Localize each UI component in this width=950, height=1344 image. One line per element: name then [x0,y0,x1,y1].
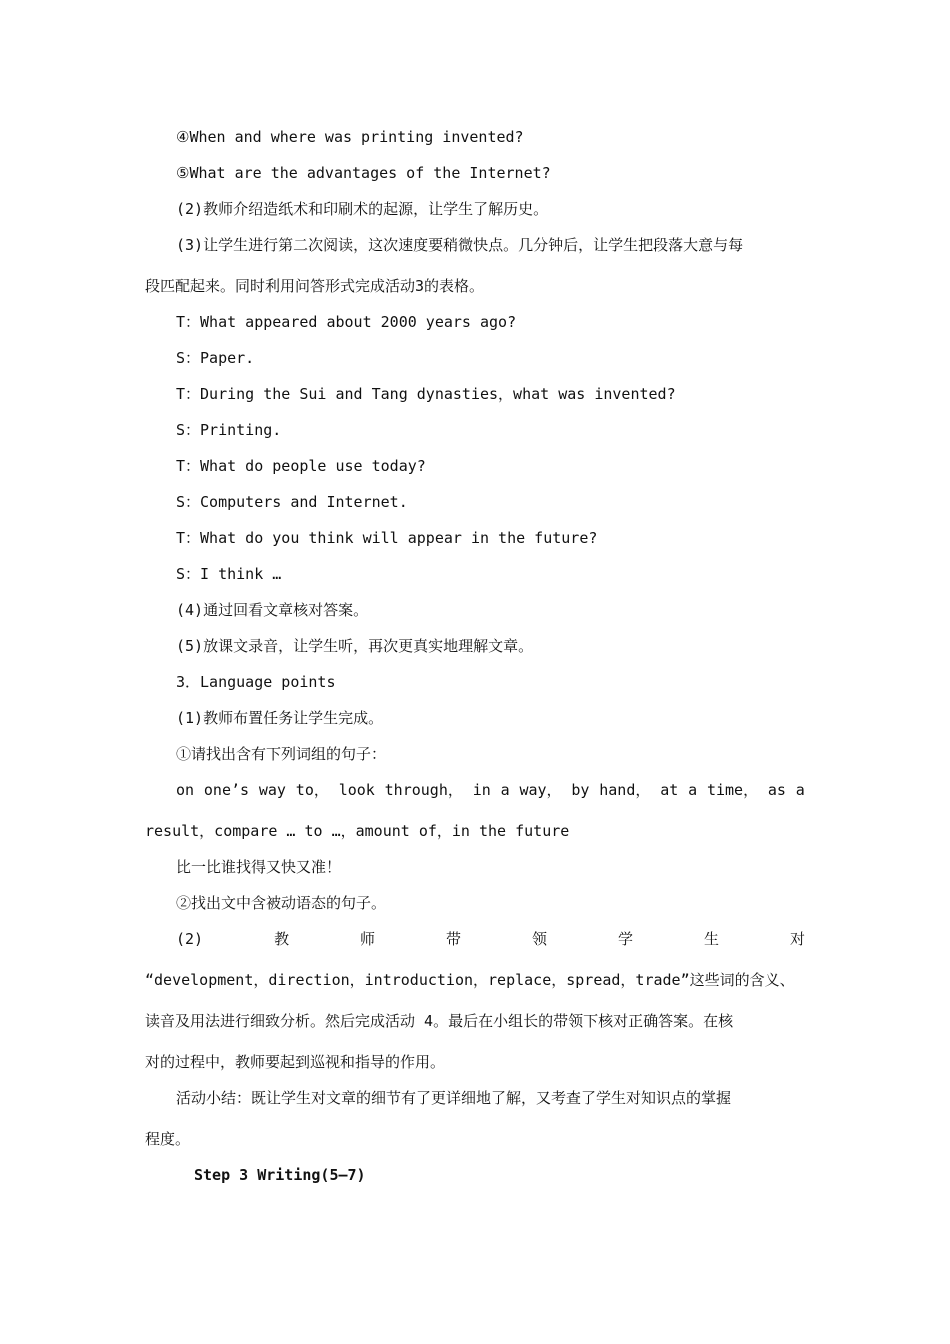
spread-char: 带 [446,930,462,948]
summary-line1: 活动小结：既让学生对文章的细节有了更详细地了解，又考查了学生对知识点的掌握 [176,1089,732,1107]
phrase-word: on [176,781,195,799]
spread-char: 领 [532,930,548,948]
task-1: ①请找出含有下列词组的句子： [176,745,387,763]
question-5: ⑤What are the advantages of the Internet? [176,164,551,182]
phrase-list-line2: result，compare … to …，amount of，in the future [145,822,570,840]
phrase-word: a [795,781,805,799]
challenge-line: 比一比谁找得又快又准！ [176,858,342,876]
phrase-word: in [472,781,491,799]
phrase-word: a [688,781,698,799]
phrase-word: a [500,781,510,799]
phrase-word: way， [519,781,562,799]
dialogue-s3: S：Computers and Internet. [176,493,408,511]
step-3-1: (1)教师布置任务让学生完成。 [176,709,384,727]
spread-char: 生 [703,930,719,948]
step-3-heading: Step 3 Writing(5—7) [194,1166,366,1184]
phrase-word: hand， [599,781,651,799]
phrase-word: look [338,781,375,799]
phrase-word: at [660,781,679,799]
step-2-4: (4)通过回看文章核对答案。 [176,601,369,619]
spread-char: 学 [618,930,634,948]
step-3-2-line2: “development，direction，introduction，replace，spread，trade”这些词的含义、 [145,971,795,989]
dialogue-t2: T：During the Sui and Tang dynasties，what was invented? [176,385,676,403]
step-3-2-line1 [176,929,805,949]
step-2-2: (2)教师介绍造纸术和印刷术的起源，让学生了解历史。 [176,200,549,218]
phrase-word: one’s [203,781,250,799]
phrase-word: time， [706,781,759,799]
spread-char: 对 [789,930,805,948]
phrase-word: by [571,781,590,799]
step-3-2-line4: 对的过程中，教师要起到巡视和指导的作用。 [145,1053,446,1071]
phrase-word: through， [384,781,463,799]
step-3-2-line3: 读音及用法进行细致分析。然后完成活动 4。最后在小组长的带领下核对正确答案。在核 [145,1012,734,1030]
phrase-word: to， [295,781,329,799]
dialogue-t3: T：What do people use today? [176,457,426,475]
spread-char: 教 [274,930,290,948]
step-2-3-line1: (3)让学生进行第二次阅读，这次速度要稍微快点。几分钟后，让学生把段落大意与每 [176,236,744,254]
spread-char: (2) [176,930,204,948]
dialogue-t1: T：What appeared about 2000 years ago? [176,313,517,331]
dialogue-s2: S：Printing. [176,421,282,439]
step-2-3-line2: 段匹配起来。同时利用问答形式完成活动3的表格。 [145,277,485,295]
task-2: ②找出文中含被动语态的句子。 [176,894,387,912]
step-2-5: (5)放课文录音，让学生听，再次更真实地理解文章。 [176,637,534,655]
section-language-points: 3．Language points [176,673,336,691]
question-4: ④When and where was printing invented? [176,128,524,146]
phrase-list-line1 [176,780,805,800]
phrase-word: as [767,781,786,799]
spread-char: 师 [360,930,376,948]
dialogue-t4: T：What do you think will appear in the future? [176,529,598,547]
phrase-word: way [258,781,286,799]
dialogue-s4: S：I think … [176,565,282,583]
summary-line2: 程度。 [145,1130,191,1148]
dialogue-s1: S：Paper. [176,349,255,367]
